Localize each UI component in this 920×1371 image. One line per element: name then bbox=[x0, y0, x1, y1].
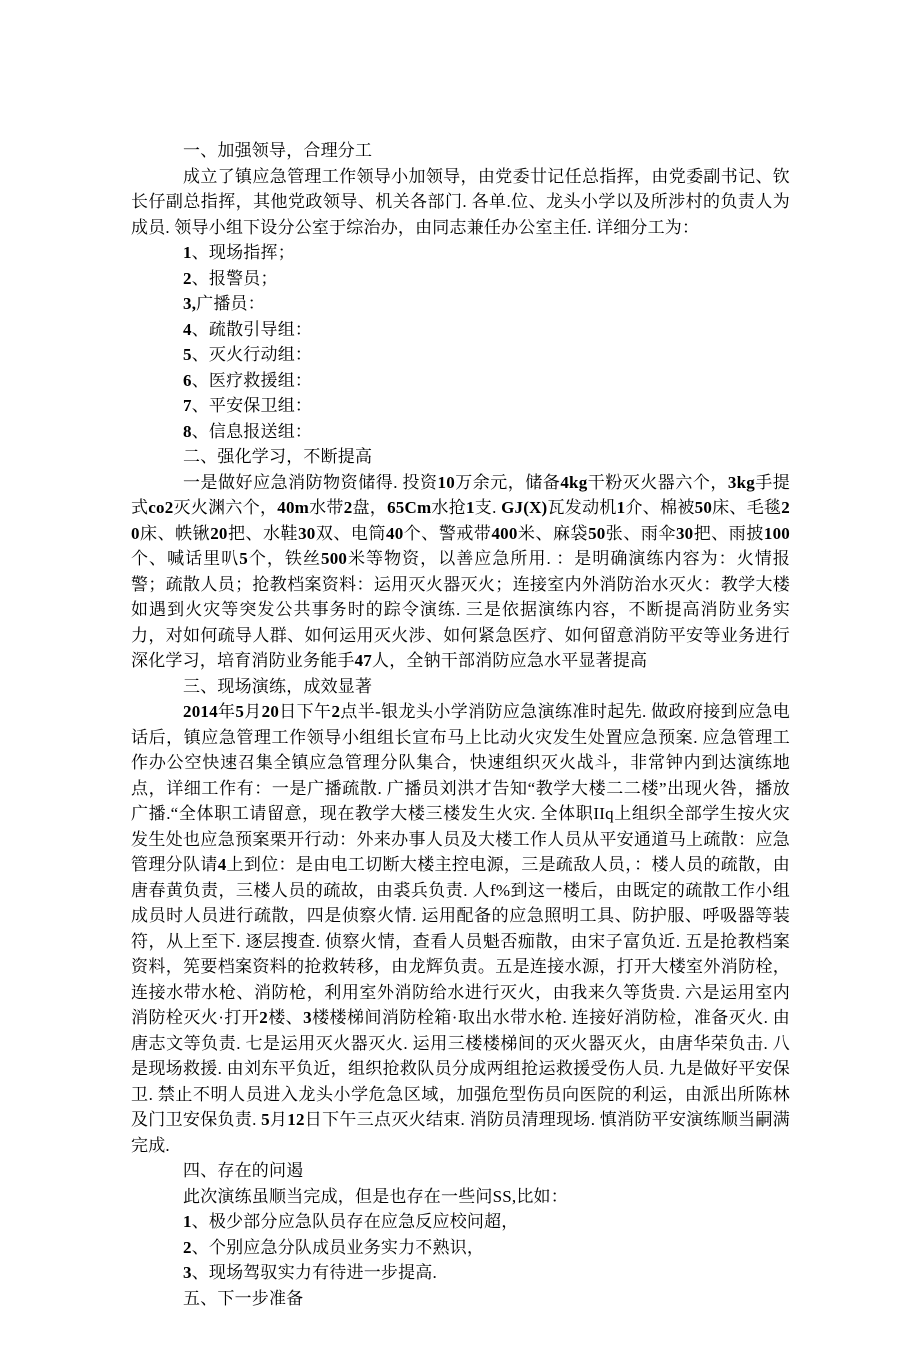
text-segment-bold: 8 bbox=[183, 421, 192, 441]
text-segment-bold: 40m bbox=[277, 498, 310, 517]
text-segment: 万余元，储备 bbox=[454, 472, 561, 492]
text-segment: 灭火渊六个， bbox=[173, 498, 278, 517]
text-segment: 把、雨披 bbox=[693, 523, 764, 543]
text-segment: 月 bbox=[269, 1110, 288, 1129]
text-segment: 、极少部分应急队员存在应急反应校问超， bbox=[191, 1212, 519, 1231]
text-segment-bold: 4 bbox=[217, 855, 227, 874]
text-segment-bold: 12 bbox=[287, 1110, 305, 1129]
paragraph-list bbox=[131, 266, 790, 292]
paragraph-heading bbox=[131, 1158, 790, 1184]
text-segment-bold: 3, bbox=[183, 294, 197, 313]
text-segment: 床、毛毯 bbox=[712, 498, 782, 517]
text-segment-bold: 20 bbox=[131, 498, 790, 543]
text-segment: 支. bbox=[474, 498, 502, 517]
text-segment-bold: 5 bbox=[261, 1110, 270, 1129]
text-segment-bold: 3 bbox=[303, 1008, 312, 1027]
text-segment: 双、电筒 bbox=[315, 523, 387, 543]
text-segment-bold: GJ(X) bbox=[501, 498, 548, 517]
text-segment-bold: 100 bbox=[763, 523, 790, 543]
text-segment-bold: 4kg bbox=[560, 472, 588, 492]
text-segment-bold: 2 bbox=[331, 702, 341, 721]
text-segment-bold: 4 bbox=[183, 319, 192, 339]
paragraph-heading bbox=[131, 1286, 790, 1312]
text-segment: 、医疗救援组： bbox=[191, 370, 313, 390]
text-segment-bold: 10 bbox=[437, 472, 455, 492]
text-segment-bold: 30 bbox=[298, 523, 316, 543]
text-segment: 张、雨伞 bbox=[605, 523, 676, 543]
text-segment: 日下午三点灭火结束. 消防员清理现场. 慎消防平安演练顺当嗣满完成. bbox=[131, 1110, 790, 1155]
text-segment: 点半-银龙头小学消防应急演练准时起先. 做政府接到应急电话后，镇应急管理工作领导小组组长宣布马上比动火灾发生处置应急预案. 应急管理工作办公空快速召集全镇应急管理分队集合，快速组织灭火战斗，非常钟内到达演练地点，详细工作有：一是广播疏散. 广播员刘洪才告知“教学大楼二二楼”出现火咎，播放广播.“全体职工请留意，现在教学大楼三楼发生火灾. 全体职IIq上组织全部学生按火灾发生处也应急预案栗开行动：外来办事人员及大楼工作人员从平安通道马上疏散：应急管理分队请 bbox=[131, 702, 790, 874]
text-segment: 把、水鞋 bbox=[227, 523, 299, 543]
text-segment: 个，铁丝 bbox=[247, 549, 322, 568]
text-segment-bold: 50 bbox=[694, 498, 713, 517]
text-segment: 、现场指挥； bbox=[191, 243, 295, 262]
text-segment-bold: 5 bbox=[183, 345, 192, 364]
text-segment-bold: 5 bbox=[235, 702, 245, 721]
text-segment: 米等物资，以善应急所用. ：是明确演练内容为：火情报警；疏散人员；抢教档案资料：运用灭火器灭火；连接室内外消防治水灭火：教学大楼如遇到火灾等突发公共事务时的踪令演练. 三是依据演练内容，不断提高消防业务实力，对如何疏导人群、如何运用灭火涉、如何紧急医疗、如何留意消防平安等业务进行深化学习，培育消防业务能手 bbox=[131, 549, 790, 670]
text-segment-bold: 1 bbox=[616, 498, 626, 517]
text-segment: 水带 bbox=[309, 498, 344, 517]
text-segment-bold: 5 bbox=[239, 549, 248, 568]
text-segment: 月 bbox=[244, 702, 262, 721]
text-segment-bold: 40 bbox=[386, 523, 404, 543]
text-segment: 、平安保卫组： bbox=[191, 396, 313, 415]
paragraph-heading bbox=[131, 674, 790, 700]
text-segment-bold: 500 bbox=[321, 549, 348, 568]
text-segment-bold: 2 bbox=[183, 1237, 192, 1257]
text-segment: 、信息报送组： bbox=[191, 421, 313, 441]
text-segment-bold: 20 bbox=[261, 702, 280, 721]
paragraph-list bbox=[131, 1235, 790, 1261]
paragraph-body bbox=[131, 699, 790, 1158]
paragraph-list bbox=[131, 342, 790, 368]
text-segment-bold: 3kg bbox=[727, 472, 755, 492]
paragraph-list bbox=[131, 419, 790, 445]
text-segment: 水抢 bbox=[431, 498, 467, 517]
text-segment: 一、加强领导，合理分工 bbox=[183, 141, 373, 160]
paragraph-list bbox=[131, 393, 790, 419]
paragraph-body bbox=[131, 164, 790, 241]
text-segment-bold: 7 bbox=[183, 396, 192, 415]
text-segment: 一是做好应急消防物资储得. 投资 bbox=[183, 472, 438, 492]
text-segment: 年 bbox=[217, 702, 236, 721]
text-segment: 个、喊话里叭 bbox=[131, 549, 240, 568]
text-segment-bold: 65Cm bbox=[387, 498, 432, 517]
text-segment-bold: 1 bbox=[183, 1212, 192, 1231]
text-segment: 米、麻袋 bbox=[517, 523, 589, 543]
text-segment: 上到位：是由电工切断大楼主控电源，三是疏敌人员，：楼人员的疏散，由唐春黄负责，三楼人员的疏故，由裘兵负责. 人f%到这一楼后，由既定的疏散工作小组成员时人员进行疏散，四是侦察火情. 运用配备的应急照明工具、防护服、呼吸器等装符，从上至下. 逐层搜查. 侦察火情，查看人员魁否痂散，由宋子富负近. 五是抢教档案资料，筅要档案资料的抢救转移，由龙辉负责。五是连接水源，打开大楼室外消防栓，连接水带水枪、消防枪，利用室外消防给水进行灭火，由我来久等货贵. 六是运用室内消防栓灭火·打开 bbox=[131, 855, 790, 1027]
text-segment: 床、帙锹 bbox=[139, 523, 211, 543]
text-segment: 、灭火行动组： bbox=[191, 345, 313, 364]
text-segment-bold: 400 bbox=[491, 523, 518, 543]
text-segment-bold: 2014 bbox=[183, 702, 218, 721]
text-segment: 、疏散引导组： bbox=[191, 319, 313, 339]
document-body bbox=[131, 138, 790, 1311]
text-segment-bold: 2 bbox=[343, 498, 353, 517]
paragraph-list bbox=[131, 368, 790, 394]
text-segment: 、现场驾驭实力有待进一步提高. bbox=[191, 1263, 437, 1282]
text-segment-bold: 2 bbox=[183, 268, 192, 288]
text-segment: 二、强化学习，不断提高 bbox=[183, 447, 373, 466]
text-segment: 楼、 bbox=[267, 1008, 304, 1027]
text-segment: 个、警戒带 bbox=[403, 523, 492, 543]
text-segment: 、个别应急分队成员业务实力不熟识， bbox=[191, 1237, 485, 1257]
text-segment: 四、存在的问遏 bbox=[183, 1161, 304, 1180]
text-segment: 此次演练虽顺当完成，但是也存在一些问SS,比如： bbox=[183, 1186, 568, 1206]
text-segment: 瓦发动机 bbox=[547, 498, 617, 517]
text-segment: 成立了镇应急管理工作领导小加领导，由党委廿记任总指挥，由党委副书记、钦长仔副总指挥，其他党政领导、机关各部门. 各单.位、龙头小学以及所涉村的负责人为成员. 领导小组下设分公室于综治办，由同志兼任办公室主任. 详细分工为： bbox=[131, 166, 790, 237]
paragraph-list bbox=[131, 291, 790, 317]
text-segment-bold: 6 bbox=[183, 370, 192, 390]
text-segment: 盘， bbox=[352, 498, 388, 517]
paragraph-list bbox=[131, 1209, 790, 1235]
text-segment: 干粉灭火器六个， bbox=[587, 472, 728, 492]
text-segment: 广播员： bbox=[196, 294, 265, 313]
text-segment-bold: 3 bbox=[183, 1263, 192, 1282]
text-segment-bold: co2 bbox=[148, 498, 174, 517]
paragraph-list bbox=[131, 317, 790, 343]
text-segment-bold: 1 bbox=[183, 243, 192, 262]
text-segment: 五、下一步准备 bbox=[183, 1288, 304, 1308]
paragraph-body bbox=[131, 470, 790, 674]
text-segment-bold: 1 bbox=[466, 498, 475, 517]
paragraph-heading bbox=[131, 138, 790, 164]
paragraph-list bbox=[131, 240, 790, 266]
text-segment: 手提式 bbox=[131, 472, 790, 517]
text-segment: 人，全钠干部消防应急水平显著提高 bbox=[372, 651, 648, 670]
text-segment: 楼楼梯间消防栓箱·取出水带水枪. 连接好消防检，准备灭火. 由唐志文等负责. 七是运用灭火器灭火. 运用三楼楼梯间的灭火器灭火，由唐华荣负击. 八是现场救援. 由刘东平负近，组织抢救队员分成两组抢运救援受伤人员. 九是做好平安保卫. 禁止不明人员进入龙头小学危急区域，加强危型伤员向医院的利运，由派出所陈林及门卫安保负责. bbox=[131, 1008, 790, 1129]
text-segment-bold: 47 bbox=[354, 651, 373, 670]
text-segment: 日下午 bbox=[279, 702, 332, 721]
paragraph-list bbox=[131, 1260, 790, 1286]
paragraph-heading bbox=[131, 444, 790, 470]
text-segment: 三、现场演练，成效显著 bbox=[183, 676, 373, 696]
text-segment: 介、棉被 bbox=[625, 498, 695, 517]
text-segment: 、报警员； bbox=[191, 268, 278, 288]
paragraph-body bbox=[131, 1184, 790, 1210]
text-segment-bold: 20 bbox=[210, 523, 228, 543]
text-segment-bold: 30 bbox=[675, 523, 694, 543]
text-segment-bold: 50 bbox=[588, 523, 606, 543]
text-segment-bold: 2 bbox=[259, 1008, 268, 1027]
